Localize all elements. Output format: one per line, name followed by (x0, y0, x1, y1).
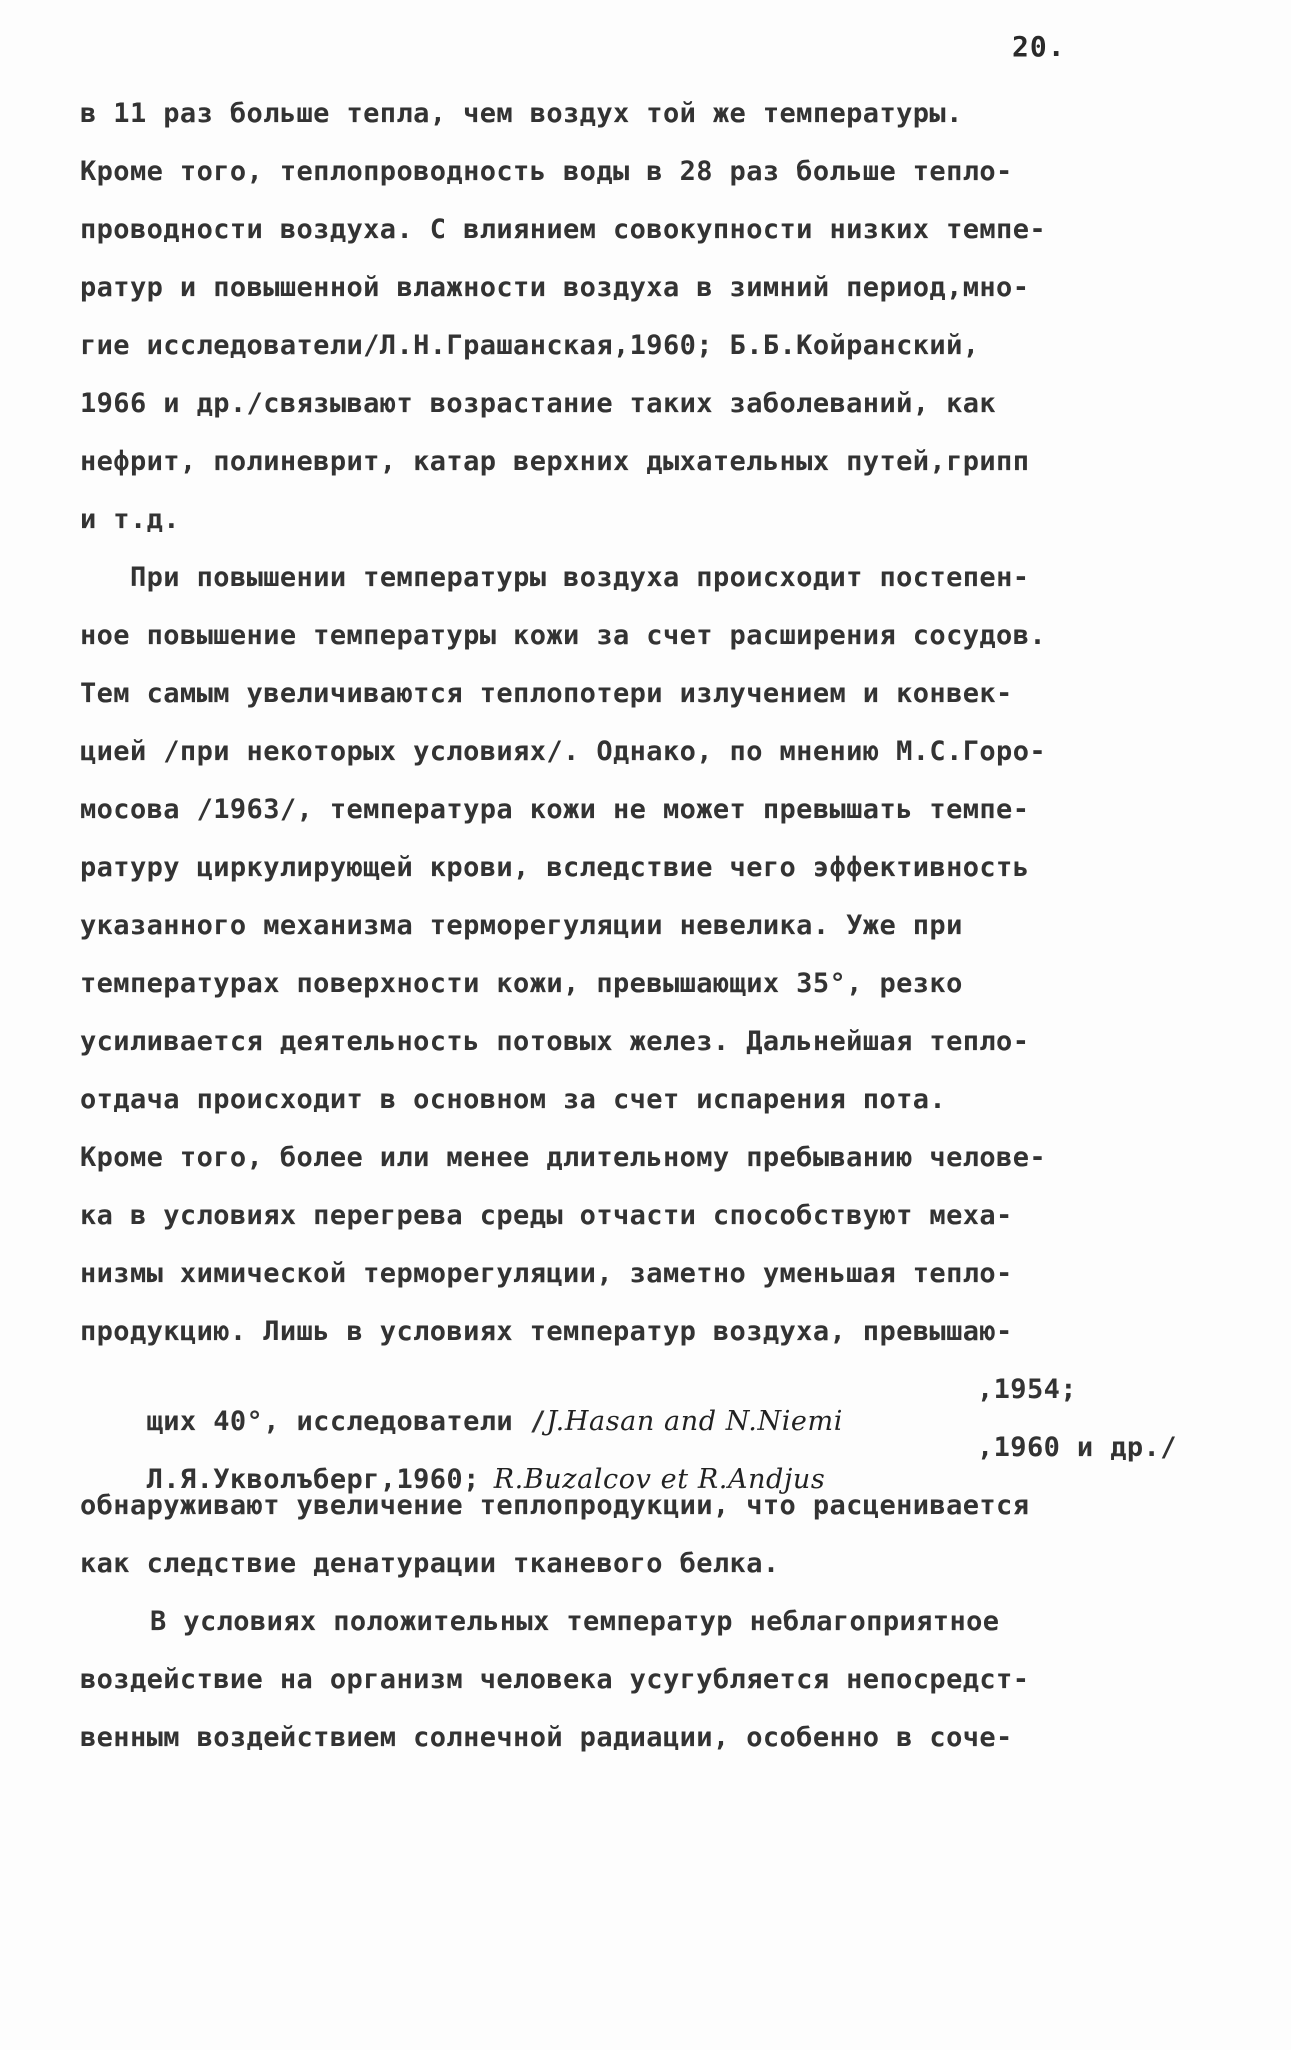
text-line: ратур и повышенной влажности воздуха в зимний период,мно- (80, 272, 1030, 303)
text-line: как следствие денатурации тканевого белка. (80, 1548, 780, 1579)
text-line: ное повышение температуры кожи за счет расширения сосудов. (80, 620, 1047, 651)
text-line: в 11 раз больше тепла, чем воздух той же температуры. (80, 98, 963, 129)
paragraph-start-line: При повышении температуры воздуха происходит постепен- (130, 562, 1030, 593)
text-line: низмы химической терморегуляции, заметно уменьшая тепло- (80, 1258, 1013, 1289)
text-line: продукцию. Лишь в условиях температур воздуха, превышаю- (80, 1316, 1013, 1347)
text-line: проводности воздуха. С влиянием совокупности низких темпе- (80, 214, 1047, 245)
text-line: воздействие на организм человека усугубляется непосредст- (80, 1664, 1030, 1695)
text-line: цией /при некоторых условиях/. Однако, по мнению М.С.Горо- (80, 736, 1047, 767)
typed-text: щих 40°, исследователи / (146, 1406, 547, 1437)
text-line: отдача происходит в основном за счет испарения пота. (80, 1084, 947, 1115)
handwritten-insert: J.Hasan and N.Niemi (546, 1406, 843, 1437)
text-line: Кроме того, более или менее длительному пребыванию челове- (80, 1142, 1047, 1173)
handwritten-insert: R.Buzalcov et R.Andjus (493, 1464, 826, 1495)
text-line: Кроме того, теплопроводность воды в 28 раз больше тепло- (80, 156, 1013, 187)
text-line: гие исследователи/Л.Н.Грашанская,1960; Б.Б.Койранский, (80, 330, 980, 361)
text-line: указанного механизма терморегуляции невелика. Уже при (80, 910, 963, 941)
text-line: обнаруживают увеличение теплопродукции, что расценивается (80, 1490, 1030, 1521)
text-line: 1966 и др./связывают возрастание таких заболеваний, как (80, 388, 997, 419)
text-line: ратуру циркулирующей крови, вследствие чего эффективность (80, 852, 1030, 883)
text-line: венным воздействием солнечной радиации, особенно в соче- (80, 1722, 1013, 1753)
text-line: мосова /1963/, температура кожи не может превышать темпе- (80, 794, 1030, 825)
text-line: и т.д. (80, 504, 180, 535)
text-line: ка в условиях перегрева среды отчасти способствуют меха- (80, 1200, 1013, 1231)
page-number: 20. (1012, 30, 1066, 63)
paragraph-start-line: В условиях положительных температур неблагоприятное (150, 1606, 1000, 1637)
typed-text: ,1954; (977, 1374, 1077, 1405)
text-line: температурах поверхности кожи, превышающих 35°, резко (80, 968, 963, 999)
typed-text: ,1960 и др./ (977, 1432, 1177, 1463)
typed-text: Л.Я.Укволъберг,1960; (146, 1464, 480, 1495)
text-line: Тем самым увеличиваются теплопотери излучением и конвек- (80, 678, 1013, 709)
text-line: нефрит, полиневрит, катар верхних дыхательных путей,грипп (80, 446, 1030, 477)
text-line: усиливается деятельность потовых желез. Дальнейшая тепло- (80, 1026, 1030, 1057)
